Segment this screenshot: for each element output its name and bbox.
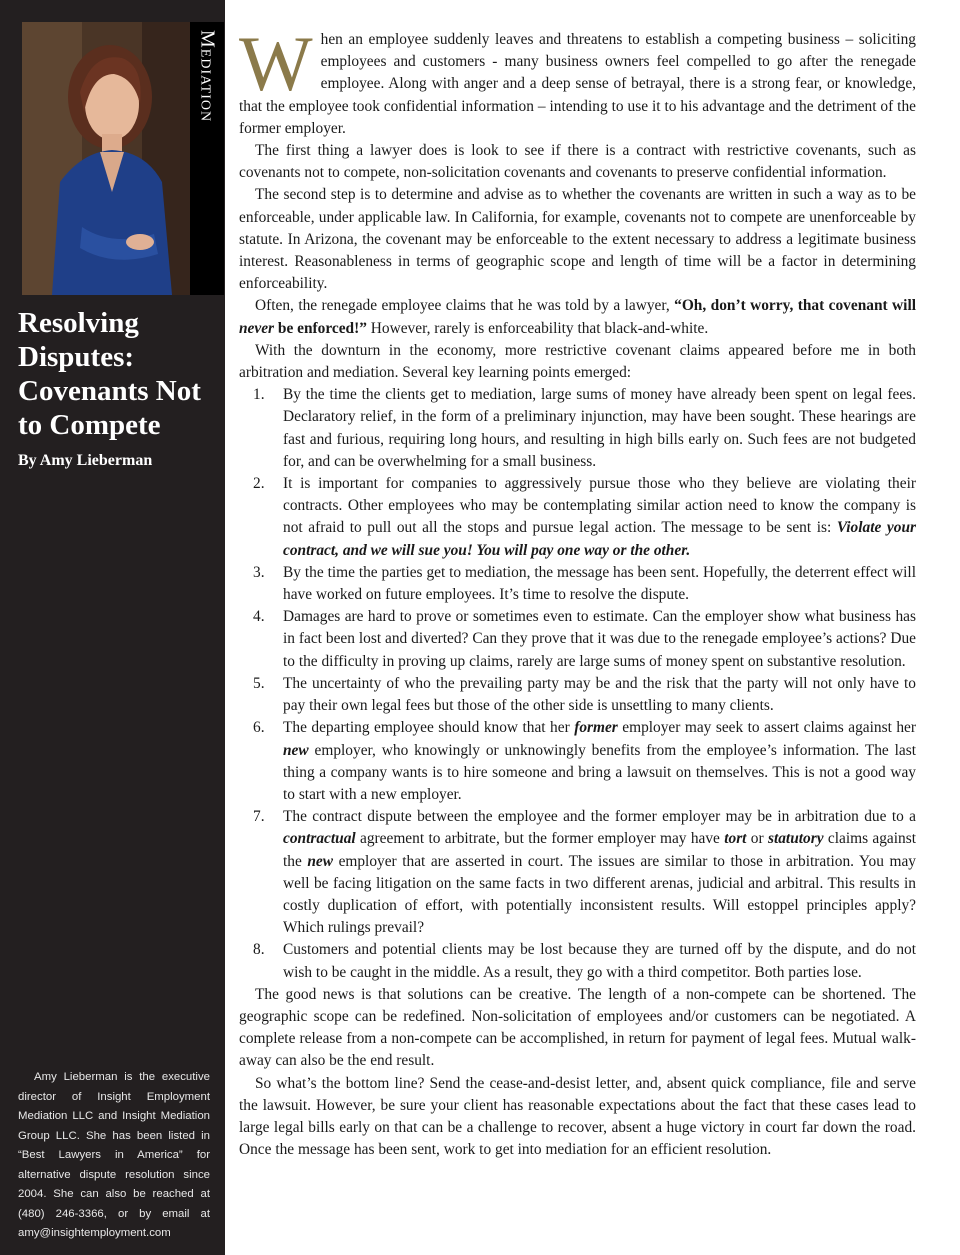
list-item-emphasis: contractual xyxy=(283,830,356,848)
paragraph: With the downturn in the economy, more restrictive covenant claims appeared before me in both arbitration and mediation. Several key learning points emerged: xyxy=(239,341,916,382)
list-item-emphasis: new xyxy=(307,852,334,870)
list-item xyxy=(239,939,916,983)
list-number: 2. xyxy=(253,475,265,493)
article-title xyxy=(18,306,218,442)
quote-text: “Oh, don’t worry, that covenant will xyxy=(674,297,917,315)
quote-text: be enforced!” xyxy=(274,319,367,337)
title-line: Resolving xyxy=(18,307,139,339)
article-body xyxy=(239,20,917,1161)
paragraph: The good news is that solutions can be creative. The length of a non-compete can be shortened. The geographic scope can be redefined. Non-solicitation of employees and/or customers can be negotiated. A complete release from a non-compete can be accomplished, in return for payment of legal fees. Mutual walk-away can also be the end result. xyxy=(239,985,916,1070)
list-item xyxy=(239,673,916,717)
paragraph-text: Often, the renegade employee claims that he was told by a lawyer, xyxy=(255,297,675,315)
quote-emphasis: never xyxy=(239,319,275,337)
list-item xyxy=(239,473,916,562)
paragraph-quote xyxy=(239,295,916,339)
list-item-text: The uncertainty of who the prevailing party may be and the risk that the party will not only have to pay their own legal fees but those of the other side is unsettling to many clients. xyxy=(283,674,916,715)
list-item xyxy=(239,806,916,939)
list-item-text: or xyxy=(746,830,768,848)
list-number: 1. xyxy=(253,386,265,404)
list-item-text: Customers and potential clients may be lost because they are turned off by the dispute, and do not wish to be caught in the middle. As a result, they go with a third competitor. Both parties lose. xyxy=(283,941,916,981)
paragraph: So what’s the bottom line? Send the cease-and-desist letter, and, absent quick compliance, file and serve the lawsuit. However, be sure your client has reasonable expectations about the fact that these cases lead to large legal bills early on that can be a challenge to recover, absent a huge victory in court far down the road. Once the message has been sent, work to get into mediation for an efficient resolution. xyxy=(239,1074,916,1159)
list-item-text: The contract dispute between the employee and the former employer may be in arbitration due to a xyxy=(283,808,916,826)
list-item-text: employer that are asserted in court. The issues are similar to those in arbitration. You may well be facing litigation on the same facts in two different arenas, judicial and arbitral. This results in costly duplication of effort, with potentially inconsistent results. Will estoppel principles apply? Which rulings prevail? xyxy=(283,852,916,937)
list-item-text: employer may seek to assert claims against her xyxy=(617,719,916,737)
paragraph: The second step is to determine and advise as to whether the covenants are written in such a way as to be enforceable, under applicable law. In California, for example, covenants not to compete are unenforceable by statute. In Arizona, the covenant may be enforceable to the extent necessary to address a legitimate business interest. Reasonableness in terms of geographic scope and length of time will be a factor in determining enforceability. xyxy=(239,186,916,293)
section-label-bar xyxy=(190,22,224,295)
list-item-emphasis: Violate your contract, and we will sue you! You will pay one way or the other. xyxy=(283,519,916,559)
list-item xyxy=(239,562,916,606)
paragraph-intro xyxy=(239,20,916,140)
list-number: 6. xyxy=(253,719,265,737)
list-item-text: agreement to arbitrate, but the former employer may have xyxy=(355,830,725,848)
list-number: 5. xyxy=(253,674,265,692)
list-item-text: It is important for companies to aggressively pursue those who they believe are violating their contracts. Other employees who may be contemplating similar action need to know the company is not afraid to pull out all the stops and pursue legal action. The message to be sent is: xyxy=(283,475,916,537)
list-item xyxy=(239,384,916,473)
list-item-emphasis: statutory xyxy=(767,830,824,848)
list-number: 7. xyxy=(253,808,265,826)
list-item-text: claims against the xyxy=(283,830,916,870)
author-portrait-image xyxy=(22,22,190,295)
list-number: 8. xyxy=(253,941,265,959)
learning-points-list xyxy=(239,384,916,983)
drop-cap: W xyxy=(239,20,313,107)
byline: By Amy Lieberman xyxy=(18,452,153,469)
list-item-emphasis: new xyxy=(283,741,309,759)
list-number: 4. xyxy=(253,608,265,626)
list-item-text: By the time the clients get to mediation, large sums of money have already been spent on legal fees. Declaratory relief, in the form of a preliminary injunction, may have been sought. These hearings are fast and furious, requiring long hours, and resulting in high bills early on. Such fees are not budgeted for, and can be overwhelming for a small business. xyxy=(283,386,916,470)
title-line: to Compete xyxy=(18,409,161,441)
list-item-emphasis: tort xyxy=(724,830,747,848)
list-item-text: Damages are hard to prove or sometimes even to estimate. Can the employer show what business has in fact been lost and diverted? Can they prove that it was due to the renegade employee’s actions? Due to the difficulty in proving up claims, rarely are large sums of money spent on substantive resolution. xyxy=(283,608,916,670)
list-item-emphasis: former xyxy=(574,719,618,737)
title-line: Disputes: xyxy=(18,341,135,373)
list-item-text: The departing employee should know that her xyxy=(283,719,575,737)
paragraph-text: hen an employee suddenly leaves and threatens to establish a competing business – soliciting employees and customers - many business owners feel compelled to go after the renegade employee. Along with anger and a deep sense of betrayal, there is a strong fear, or knowledge, that the employee took confidential information – intending to use it to his advantage and the detriment of the former employer. xyxy=(239,31,916,137)
paragraph: The first thing a lawyer does is look to see if there is a contract with restrictive covenants, such as covenants not to compete, non-solicitation covenants and covenants to preserve confidential information. xyxy=(239,142,916,182)
list-number: 3. xyxy=(253,563,265,581)
author-bio: Amy Lieberman is the executive director of Insight Employment Mediation LLC and Insight Mediation Group LLC. She has been listed in “Best Lawyers in America” for alternative dispute resolution since 2004. She can also be reached at (480) 246-3366, or by email at amy@insightemployment.com xyxy=(18,1071,210,1239)
title-line: Covenants Not xyxy=(18,375,201,407)
list-item xyxy=(239,606,916,673)
section-label: Mediation xyxy=(196,30,219,123)
author-photo xyxy=(22,22,190,295)
paragraph-text: However, rarely is enforceability that black-and-white. xyxy=(366,319,709,337)
list-item-text: employer, who knowingly or unknowingly benefits from the employee’s information. The last thing a company wants is to hire someone and bring a lawsuit on themselves. This is not a good way to start with a new employer. xyxy=(283,741,916,803)
sidebar xyxy=(0,0,225,1255)
list-item xyxy=(239,717,916,806)
list-item-text: By the time the parties get to mediation, the message has been sent. Hopefully, the deterrent effect will have worked on future employees. It’s time to resolve the dispute. xyxy=(283,563,916,604)
